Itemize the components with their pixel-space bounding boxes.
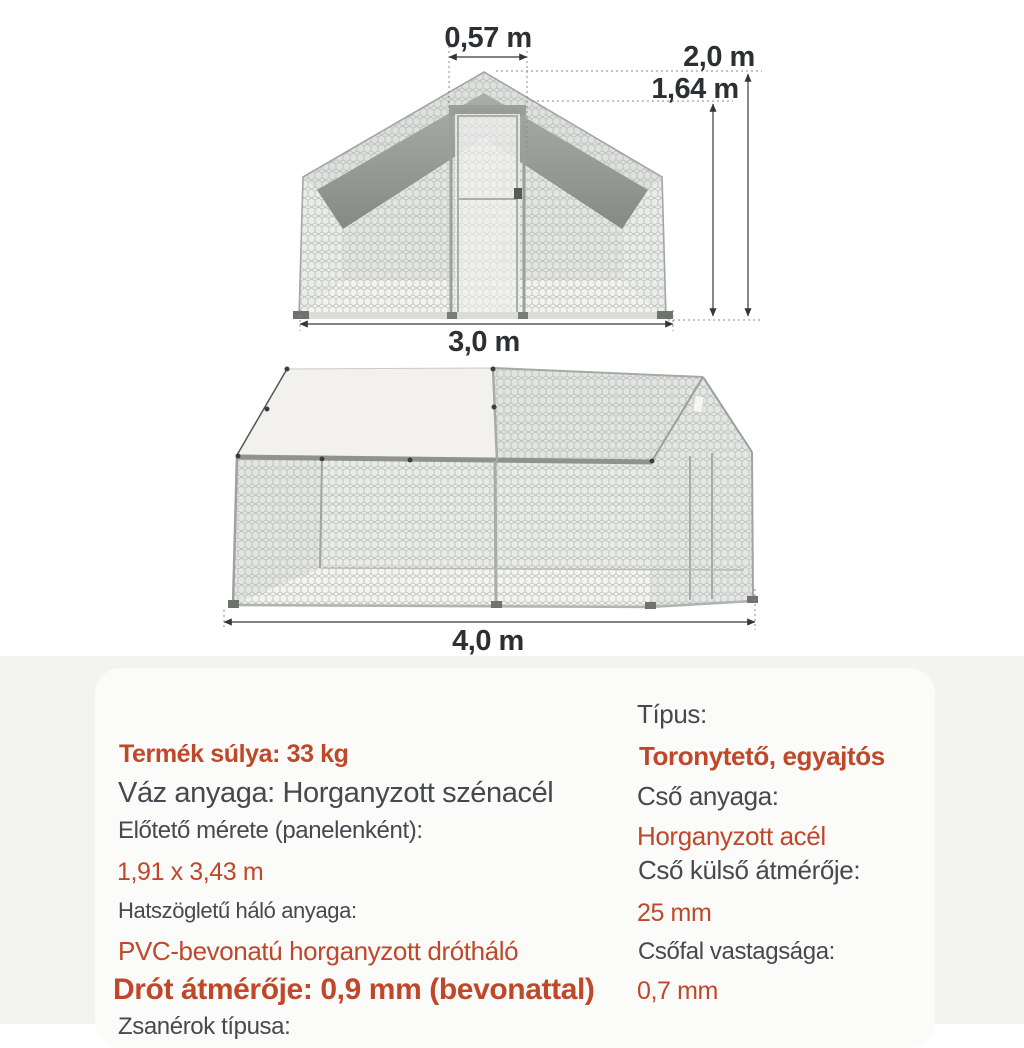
spec-wire-diameter: Drót átmérője: 0,9 mm (bevonattal) <box>113 973 595 1006</box>
spec-tube-wall-value: 0,7 mm <box>637 977 718 1005</box>
spec-frame-material: Váz anyaga: Horganyzott szénacél <box>118 777 554 809</box>
spec-tube-diameter-value: 25 mm <box>637 899 712 927</box>
spec-tube-material-label: Cső anyaga: <box>637 781 779 811</box>
dim-label-total-height: 2,0 m <box>683 41 755 73</box>
spec-tube-material-value: Horganyzott acél <box>637 821 826 851</box>
dim-label-length: 4,0 m <box>452 625 524 657</box>
spec-tube-diameter-label: Cső külső átmérője: <box>638 855 861 885</box>
roof-canopy-tarp <box>237 368 497 461</box>
spec-mesh-material-label: Hatszögletű háló anyaga: <box>118 898 357 923</box>
spec-canopy-size-value: 1,91 x 3,43 m <box>117 858 264 886</box>
spec-product-weight: Termék súlya: 33 kg <box>119 740 349 768</box>
spec-tube-wall-label: Csőfal vastagsága: <box>638 938 835 965</box>
spec-mesh-material-value: PVC-bevonatú horganyzott drótháló <box>118 936 519 966</box>
spec-type-value: Toronytető, egyajtós <box>639 741 885 771</box>
dim-label-door-height: 1,64 m <box>651 73 739 105</box>
spec-panel <box>95 668 935 1048</box>
door-latch <box>514 188 522 199</box>
dim-label-base-width: 3,0 m <box>448 326 520 358</box>
perspective-view-diagram <box>224 367 758 658</box>
spec-hinge-type-label-truncated: Zsanérok típusa: <box>118 1013 291 1040</box>
front-view-diagram <box>293 22 762 358</box>
spec-canopy-size-label: Előtető mérete (panelenként): <box>118 817 423 844</box>
spec-type-label: Típus: <box>637 699 707 729</box>
dim-label-top-width: 0,57 m <box>444 22 532 54</box>
front-door <box>449 105 526 316</box>
